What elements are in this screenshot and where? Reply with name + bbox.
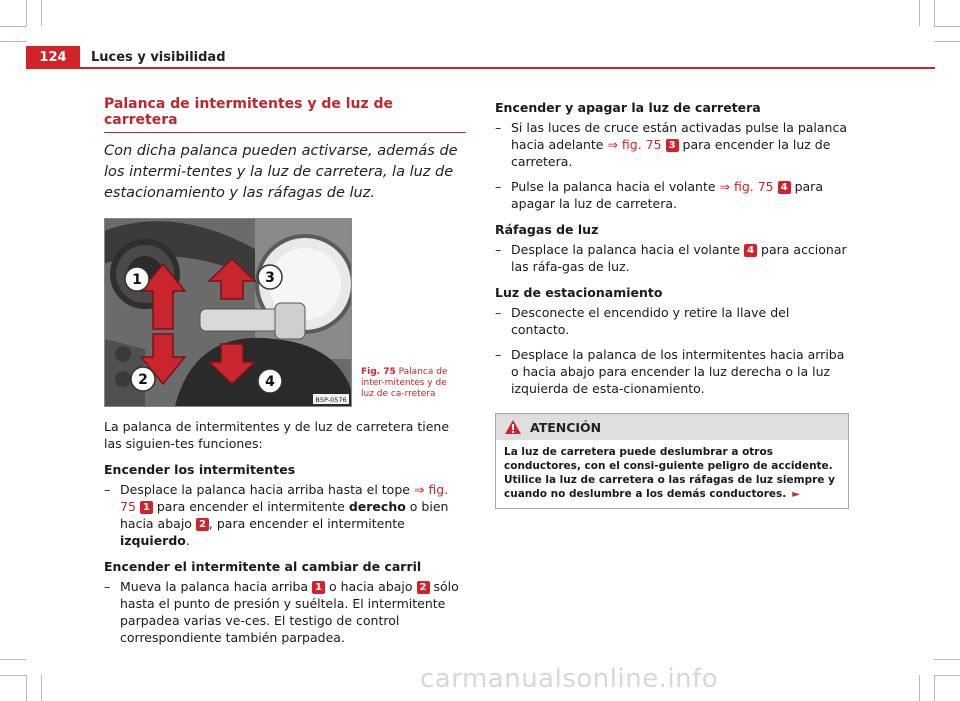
warning-box <box>495 413 849 509</box>
callout-badge: 2 <box>196 518 209 531</box>
callout-badge: 4 <box>744 244 757 257</box>
list-item <box>104 578 466 646</box>
callout-badge: 3 <box>666 139 679 152</box>
item-text: Desplace la palanca de los intermitentes hacia arriba o hacia abajo para encender la luz derecha o la luz izquierda de esta-cionamiento. <box>511 347 845 396</box>
figure-image <box>104 218 352 407</box>
warning-title: ATENCIÓN <box>530 419 602 435</box>
header-rule <box>26 67 935 69</box>
figure-reference-link[interactable]: ⇒ fig. 75 <box>719 179 774 194</box>
item-text: Mueva la palanca hacia arriba <box>120 579 313 594</box>
crop-mark <box>919 675 920 701</box>
running-title: Luces y visibilidad <box>91 50 226 65</box>
item-text: para apagar la luz de carretera. <box>511 179 823 211</box>
figure-block <box>104 218 466 408</box>
figure-label: 2 <box>138 372 148 388</box>
list-dash: – <box>104 579 111 594</box>
callout-badge: 1 <box>312 581 325 594</box>
list-dash: – <box>495 242 502 257</box>
crop-mark <box>0 26 26 27</box>
item-text: o hacia abajo <box>325 579 417 594</box>
list-item <box>495 178 850 212</box>
crop-mark <box>934 659 960 660</box>
figure-caption <box>361 367 461 400</box>
section-title: Palanca de intermitentes y de luz de carretera <box>104 96 466 133</box>
lever-illustration <box>105 219 351 406</box>
item-text: Desplace la palanca hacia arriba hasta el tope <box>120 482 414 497</box>
item-text: Desconecte el encendido y retire la llave del contacto. <box>511 305 790 337</box>
crop-mark <box>26 675 27 701</box>
item-text: Pulse la palanca hacia el volante <box>511 179 720 194</box>
item-text: Desplace la palanca hacia el volante <box>511 242 745 257</box>
figure-code: B5P-0576 <box>315 396 347 404</box>
list-item <box>495 119 850 170</box>
figure-label: 1 <box>132 272 142 288</box>
crop-mark <box>0 41 26 42</box>
crop-mark <box>934 675 960 676</box>
item-text: , para encender el intermitente <box>208 516 405 531</box>
callout-badge: 1 <box>140 501 153 514</box>
warning-text-block <box>496 440 848 508</box>
list-dash: – <box>495 347 502 362</box>
crop-mark <box>919 0 920 26</box>
list-dash: – <box>104 482 111 497</box>
page-number: 124 <box>39 50 67 65</box>
figure-label: 3 <box>265 270 275 286</box>
crop-mark <box>0 675 26 676</box>
continue-arrow-icon: ► <box>792 489 800 500</box>
callout-badge: 2 <box>417 581 430 594</box>
list-item <box>495 346 850 397</box>
subheading: Luz de estacionamiento <box>495 285 663 300</box>
left-column <box>104 96 466 654</box>
figure-reference-link[interactable]: ⇒ fig. 75 <box>120 482 449 514</box>
intro-text: Con dicha palanca pueden activarse, además de los intermi-tentes y la luz de carretera, la luz de estacionamiento y las ráfagas de luz. <box>104 143 458 201</box>
list-item <box>495 241 850 275</box>
list-item <box>104 481 466 549</box>
crop-mark <box>0 659 26 660</box>
item-text: para accionar las ráfa-gas de luz. <box>511 242 847 274</box>
item-text: para encender el intermitente <box>152 499 349 514</box>
item-bold: derecho <box>348 499 406 514</box>
subheading: Encender y apagar la luz de carretera <box>495 100 761 115</box>
item-text: sólo hasta el punto de presión y suéltela. El intermitente parpadea varias ve-ces. El testigo de control correspondiente también parpadea. <box>120 579 459 645</box>
figure-caption-text: Palanca de inter-mitentes y de luz de ca-rretera <box>361 367 448 399</box>
subheading: Encender los intermitentes <box>104 462 296 477</box>
list-item <box>495 304 850 338</box>
subheading: Encender el intermitente al cambiar de carril <box>104 559 422 574</box>
figure-label: 4 <box>265 374 275 390</box>
item-text: Si las luces de cruce están activadas pulse la palanca hacia adelante <box>511 120 848 152</box>
crop-mark <box>934 26 960 27</box>
crop-mark <box>934 675 935 701</box>
figure-caption-label: Fig. 75 <box>361 367 396 377</box>
watermark: carmanualsonline.info <box>420 664 719 694</box>
crop-mark <box>26 0 27 26</box>
list-dash: – <box>495 120 502 135</box>
figure-reference-link[interactable]: ⇒ fig. 75 <box>607 137 662 152</box>
warning-triangle-icon <box>504 419 522 435</box>
callout-badge: 4 <box>778 181 791 194</box>
item-text: o bien hacia abajo <box>120 499 449 531</box>
crop-mark <box>41 675 42 701</box>
right-column <box>495 96 850 509</box>
crop-mark <box>934 41 960 42</box>
list-dash: – <box>495 305 502 320</box>
crop-mark <box>41 0 42 26</box>
list-dash: – <box>495 179 502 194</box>
item-bold: izquierdo <box>120 533 186 548</box>
subheading: Ráfagas de luz <box>495 222 599 237</box>
warning-header <box>496 414 848 440</box>
item-text: para encender la luz de carretera. <box>511 137 831 169</box>
crop-mark <box>934 0 935 26</box>
functions-paragraph: La palanca de intermitentes y de luz de carretera tiene las siguien-tes funciones: <box>104 419 450 451</box>
warning-text: La luz de carretera puede deslumbrar a otros conductores, con el consi-guiente peligro de accidente. Utilice la luz de carretera o las ráfagas de luz siempre y cuando no deslumbre a los demás conductores. <box>504 446 835 500</box>
item-text: . <box>185 533 190 548</box>
